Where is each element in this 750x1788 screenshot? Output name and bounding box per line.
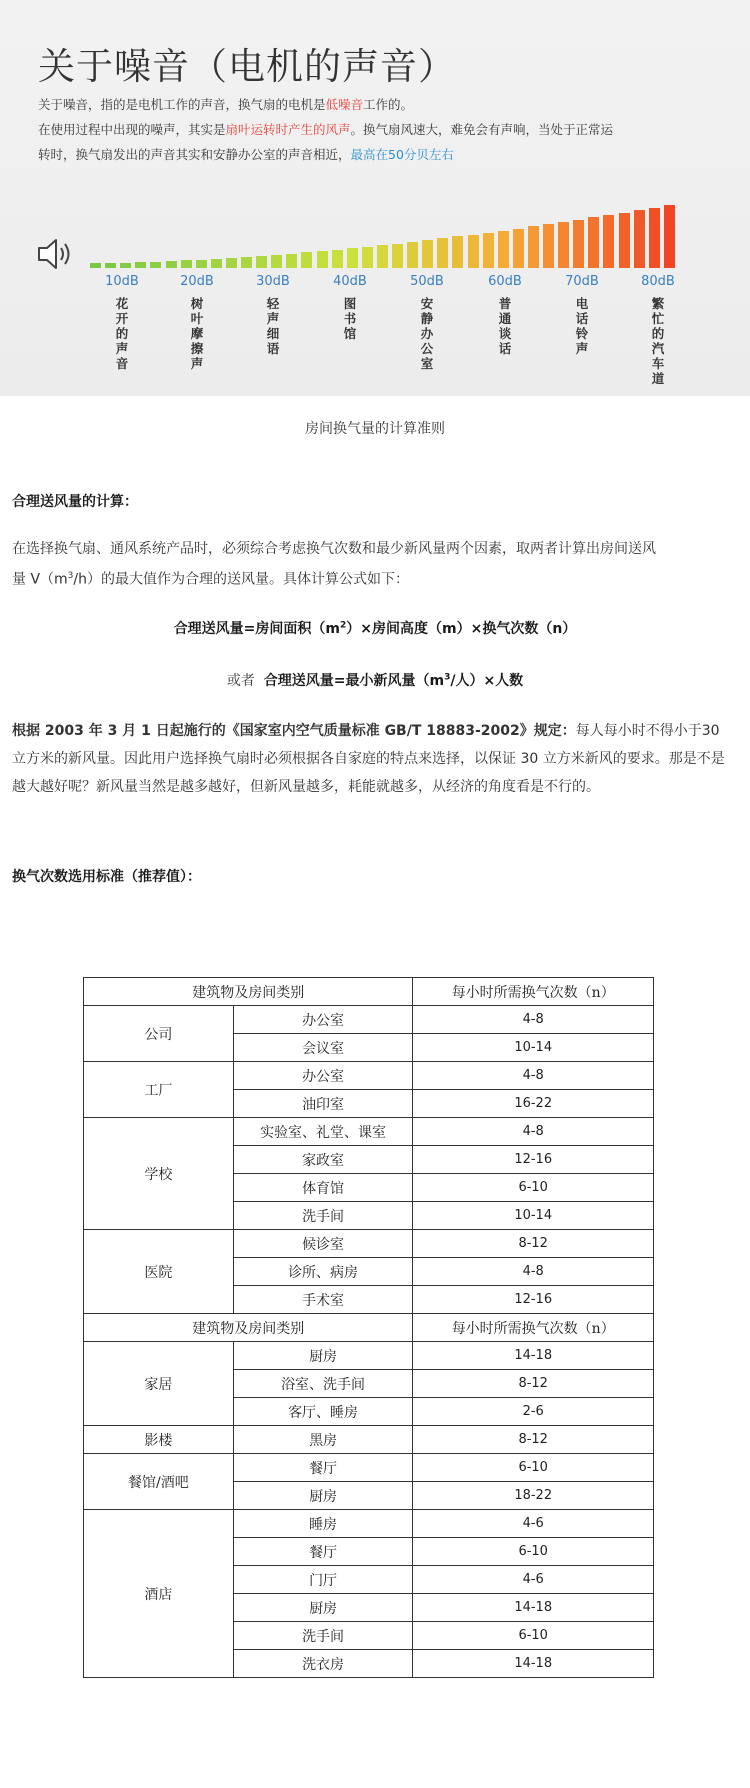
room-type: 体育馆 xyxy=(233,1174,413,1202)
building-type: 工厂 xyxy=(84,1062,234,1118)
noise-bar xyxy=(347,248,358,268)
noise-bar xyxy=(558,222,569,268)
noise-bar xyxy=(664,205,675,268)
room-type: 客厅、睡房 xyxy=(233,1398,413,1426)
noise-bar xyxy=(437,238,448,268)
air-change-rate: 6-10 xyxy=(413,1622,654,1650)
noise-bar xyxy=(256,256,267,268)
air-change-rate: 4-6 xyxy=(413,1510,654,1538)
room-type: 办公室 xyxy=(233,1006,413,1034)
table-header-row xyxy=(84,978,654,1006)
noise-bar xyxy=(317,251,328,268)
intro-line-3 xyxy=(38,142,698,167)
noise-bar xyxy=(301,252,312,268)
air-change-rate: 6-10 xyxy=(413,1538,654,1566)
paragraph-line xyxy=(12,563,734,594)
paragraph-line: 在选择换气扇、通风系统产品时，必须综合考虑换气次数和最少新风量两个因素，取两者计算出房间送风 xyxy=(12,541,656,557)
intro-highlight-max-db: 最高在50分贝左右 xyxy=(350,147,454,162)
db-label: 60dB xyxy=(488,274,522,289)
air-change-rate: 16-22 xyxy=(413,1090,654,1118)
section-caption: 房间换气量的计算准则 xyxy=(305,421,445,437)
room-type: 餐厅 xyxy=(233,1538,413,1566)
table-row xyxy=(84,1062,654,1090)
air-change-rate: 14-18 xyxy=(413,1650,654,1678)
air-change-rate: 10-14 xyxy=(413,1034,654,1062)
paragraph-text: 量 V（m xyxy=(12,571,68,588)
noise-bar xyxy=(135,262,146,268)
air-change-rate: 6-10 xyxy=(413,1174,654,1202)
room-type: 实验室、礼堂、课室 xyxy=(233,1118,413,1146)
db-description: 花开的声音 xyxy=(115,296,129,371)
room-type: 家政室 xyxy=(233,1146,413,1174)
airflow-calc-paragraph xyxy=(12,536,734,594)
db-label: 40dB xyxy=(333,274,367,289)
room-type: 诊所、病房 xyxy=(233,1258,413,1286)
noise-bar xyxy=(649,208,660,268)
noise-banner xyxy=(0,0,750,396)
db-description: 安静办公室 xyxy=(420,296,434,371)
room-type: 洗手间 xyxy=(233,1202,413,1230)
header-category: 建筑物及房间类别 xyxy=(84,978,413,1006)
noise-bar xyxy=(407,242,418,268)
noise-bar xyxy=(528,226,539,268)
noise-bar xyxy=(452,236,463,268)
noise-bar xyxy=(211,259,222,268)
noise-scale xyxy=(0,274,750,394)
noise-bar xyxy=(634,210,645,268)
intro-line-1 xyxy=(38,92,698,117)
air-change-rate: 6-10 xyxy=(413,1454,654,1482)
noise-bar xyxy=(422,240,433,268)
noise-bar xyxy=(120,263,131,268)
air-change-rate: 4-8 xyxy=(413,1258,654,1286)
air-change-rate: 8-12 xyxy=(413,1230,654,1258)
room-type: 黑房 xyxy=(233,1426,413,1454)
noise-bar xyxy=(543,224,554,268)
room-type: 厨房 xyxy=(233,1594,413,1622)
noise-bar xyxy=(619,213,630,268)
paragraph-text: /h）的最大值作为合理的送风量。具体计算公式如下： xyxy=(73,571,409,588)
air-change-rate: 14-18 xyxy=(413,1594,654,1622)
air-change-rate: 18-22 xyxy=(413,1482,654,1510)
room-type: 厨房 xyxy=(233,1342,413,1370)
ventilation-standard-title: 换气次数选用标准（推荐值）： xyxy=(12,869,201,885)
intro-text: 。换气扇风速大，难免会有声响，当处于正常运 xyxy=(350,122,614,137)
building-type: 学校 xyxy=(84,1118,234,1230)
table-row xyxy=(84,1510,654,1538)
db-label: 50dB xyxy=(410,274,444,289)
noise-bar xyxy=(468,235,479,268)
building-type: 家居 xyxy=(84,1342,234,1426)
intro-line-2 xyxy=(38,117,698,142)
db-description: 电话铃声 xyxy=(575,296,589,356)
noise-bar xyxy=(226,258,237,268)
room-type: 办公室 xyxy=(233,1062,413,1090)
noise-bar xyxy=(181,260,192,268)
table-row xyxy=(84,1426,654,1454)
air-change-rate: 4-8 xyxy=(413,1062,654,1090)
building-type: 医院 xyxy=(84,1230,234,1314)
table-row xyxy=(84,1118,654,1146)
db-description: 树叶摩擦声 xyxy=(190,296,204,371)
superscript: 2 xyxy=(340,620,347,631)
noise-bar xyxy=(105,263,116,268)
banner-title: 关于噪音（电机的声音） xyxy=(38,45,456,88)
room-type: 浴室、洗手间 xyxy=(233,1370,413,1398)
superscript: 3 xyxy=(444,672,451,683)
header-category: 建筑物及房间类别 xyxy=(84,1314,413,1342)
formula-text: 合理送风量=房间面积（m xyxy=(173,621,341,637)
noise-bar xyxy=(166,261,177,268)
noise-bar xyxy=(286,254,297,268)
standard-citation: 根据 2003 年 3 月 1 日起施行的《国家室内空气质量标准 GB/T 18883-2002》规定： xyxy=(12,723,576,739)
air-change-rate: 4-6 xyxy=(413,1566,654,1594)
building-type: 公司 xyxy=(84,1006,234,1062)
air-change-rate: 8-12 xyxy=(413,1370,654,1398)
noise-bar xyxy=(588,217,599,268)
db-description: 繁忙的汽车道 xyxy=(651,296,665,386)
noise-bar xyxy=(573,220,584,268)
intro-text: 在使用过程中出现的噪声，其实是 xyxy=(38,122,226,137)
noise-bar xyxy=(196,260,207,268)
air-change-rate: 12-16 xyxy=(413,1146,654,1174)
intro-highlight-wind-noise: 扇叶运转时产生的风声 xyxy=(225,122,351,137)
formula-prefix: 或者 xyxy=(226,673,255,689)
room-type: 候诊室 xyxy=(233,1230,413,1258)
intro-text: 工作的。 xyxy=(363,97,414,112)
header-rate: 每小时所需换气次数（n） xyxy=(413,1314,654,1342)
intro-text: 关于噪音，指的是电机工作的声音，换气扇的电机是 xyxy=(38,97,326,112)
building-type: 酒店 xyxy=(84,1510,234,1678)
ventilation-rate-table xyxy=(83,977,654,1678)
db-description: 普通谈话 xyxy=(498,296,512,356)
room-type: 洗手间 xyxy=(233,1622,413,1650)
db-label: 80dB xyxy=(641,274,675,289)
air-change-rate: 4-8 xyxy=(413,1006,654,1034)
noise-bar xyxy=(90,263,101,268)
airflow-calc-title: 合理送风量的计算： xyxy=(12,494,138,510)
air-change-rate: 12-16 xyxy=(413,1286,654,1314)
noise-bar xyxy=(498,231,509,268)
noise-bar xyxy=(271,255,282,268)
noise-level-bars xyxy=(90,200,710,268)
formula-text: ）×房间高度（m）×换气次数（n） xyxy=(346,621,577,637)
db-label: 20dB xyxy=(180,274,214,289)
standard-text: 每人每小时不得小于30 立方米的新风量。因此用户选择换气扇时必须根据各自家庭的特点来选择，以保证 30 立方米新风的要求。那是不是越大越好呢？新风量当然是越多越好，但新风量越多，耗能就越多，从经济的角度看是不行的。 xyxy=(12,723,725,795)
table-header-row xyxy=(84,1314,654,1342)
air-change-rate: 4-8 xyxy=(413,1118,654,1146)
air-change-rate: 2-6 xyxy=(413,1398,654,1426)
noise-bar xyxy=(362,247,373,268)
speaker-icon xyxy=(36,236,80,272)
noise-bar xyxy=(392,244,403,268)
table-row xyxy=(84,1342,654,1370)
superscript: 3 xyxy=(67,571,74,581)
air-change-rate: 8-12 xyxy=(413,1426,654,1454)
formula-text: 合理送风量=最小新风量（m xyxy=(263,673,445,689)
noise-bar xyxy=(377,245,388,268)
noise-bar xyxy=(483,233,494,268)
db-description: 轻声细语 xyxy=(266,296,280,356)
intro-text: 转时，换气扇发出的声音其实和安静办公室的声音相近， xyxy=(38,147,351,162)
noise-bar xyxy=(332,250,343,268)
intro-highlight-low-noise: 低噪音 xyxy=(325,97,364,112)
db-label: 10dB xyxy=(105,274,139,289)
air-change-rate: 10-14 xyxy=(413,1202,654,1230)
standard-paragraph xyxy=(12,717,734,801)
header-rate: 每小时所需换气次数（n） xyxy=(413,978,654,1006)
room-type: 厨房 xyxy=(233,1482,413,1510)
table-row xyxy=(84,1230,654,1258)
db-label: 70dB xyxy=(565,274,599,289)
table-row xyxy=(84,1454,654,1482)
formula-1 xyxy=(0,618,750,638)
table-row xyxy=(84,1006,654,1034)
formula-text: /人）×人数 xyxy=(450,673,524,689)
room-type: 手术室 xyxy=(233,1286,413,1314)
room-type: 会议室 xyxy=(233,1034,413,1062)
noise-bar xyxy=(241,257,252,268)
noise-bar xyxy=(150,262,161,268)
building-type: 影楼 xyxy=(84,1426,234,1454)
room-type: 洗衣房 xyxy=(233,1650,413,1678)
air-change-rate: 14-18 xyxy=(413,1342,654,1370)
noise-bar xyxy=(513,229,524,269)
noise-bar xyxy=(603,215,614,268)
room-type: 门厅 xyxy=(233,1566,413,1594)
db-description: 图书馆 xyxy=(343,296,357,341)
room-type: 睡房 xyxy=(233,1510,413,1538)
room-type: 餐厅 xyxy=(233,1454,413,1482)
room-type: 油印室 xyxy=(233,1090,413,1118)
db-label: 30dB xyxy=(256,274,290,289)
building-type: 餐馆/酒吧 xyxy=(84,1454,234,1510)
formula-2 xyxy=(0,670,750,690)
banner-intro xyxy=(38,92,698,167)
